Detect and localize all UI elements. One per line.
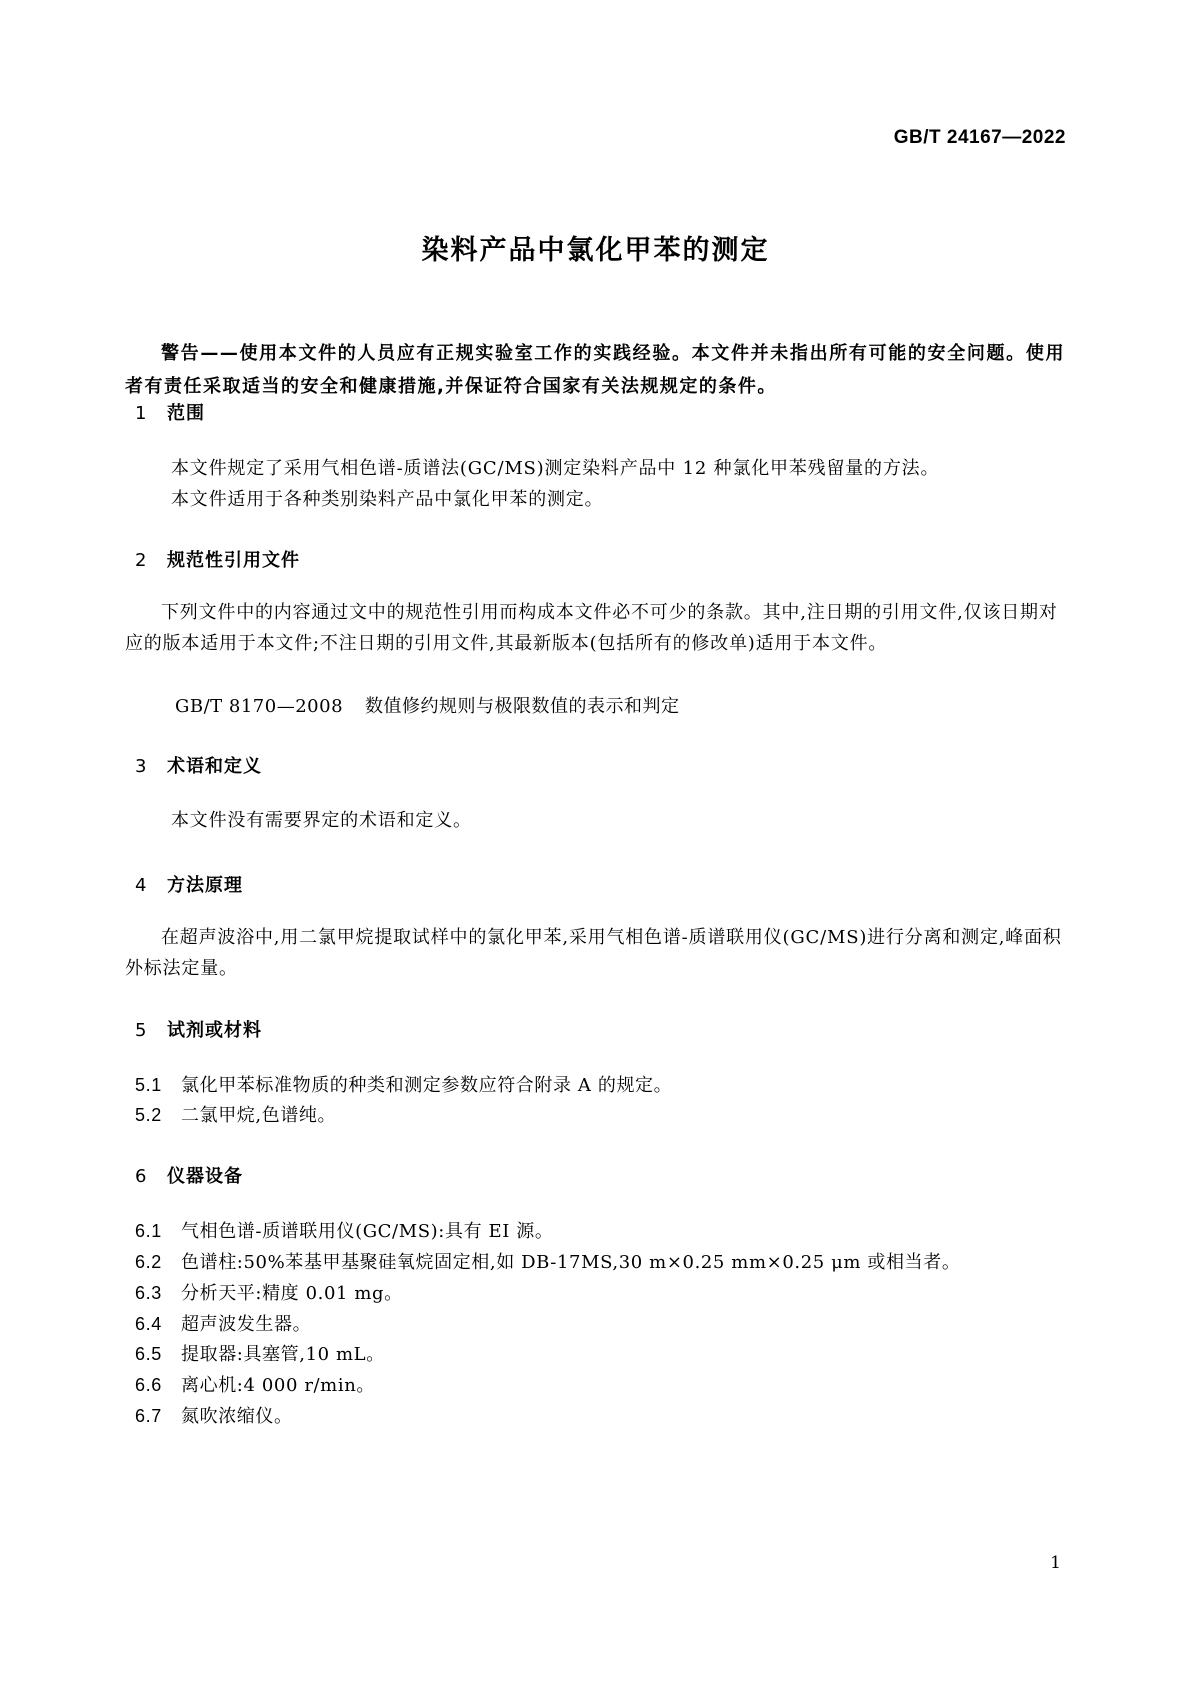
document-title: 染料产品中氯化甲苯的测定: [421, 235, 770, 266]
normative-reference: [175, 692, 680, 718]
section-number: 6: [135, 1166, 148, 1187]
item-number: 6.2: [135, 1252, 162, 1272]
list-item: [135, 1371, 1065, 1397]
section-4-heading: [135, 871, 243, 897]
section-number: 5: [135, 1020, 148, 1041]
section-1-paragraph-2: 本文件适用于各种类别染料产品中氯化甲苯的测定。: [171, 489, 604, 510]
list-item: [135, 1279, 1065, 1305]
standard-code: GB/T 24167—2022: [893, 127, 1066, 148]
list-item: [135, 1071, 1065, 1097]
item-text: 氮吹浓缩仪。: [181, 1406, 293, 1427]
item-number: 6.6: [135, 1375, 162, 1395]
item-number: 6.4: [135, 1314, 162, 1334]
item-text: 色谱柱:50%苯基甲基聚硅氧烷固定相,如 DB-17MS,30 m×0.25 mm×0.25 μm 或相当者。: [181, 1252, 961, 1273]
item-number: 6.1: [135, 1221, 162, 1241]
item-number: 6.3: [135, 1283, 162, 1303]
item-text: 离心机:4 000 r/min。: [181, 1375, 376, 1396]
list-item: [135, 1340, 1065, 1366]
reference-title: 数值修约规则与极限数值的表示和判定: [365, 696, 680, 717]
section-title: 术语和定义: [167, 756, 262, 777]
section-6-heading: [135, 1162, 243, 1188]
item-number: 5.2: [135, 1105, 162, 1125]
section-3-heading: [135, 752, 262, 778]
item-text: 氯化甲苯标准物质的种类和测定参数应符合附录 A 的规定。: [181, 1075, 673, 1096]
section-2-heading: [135, 546, 300, 572]
section-5-heading: [135, 1016, 262, 1042]
section-title: 范围: [167, 403, 205, 424]
list-item: [135, 1217, 1065, 1243]
section-title: 方法原理: [167, 875, 243, 896]
section-1-heading: [135, 399, 205, 425]
item-text: 二氯甲烷,色谱纯。: [181, 1105, 337, 1126]
item-number: 6.5: [135, 1344, 162, 1364]
item-text: 超声波发生器。: [181, 1314, 312, 1335]
section-number: 2: [135, 550, 148, 571]
list-item: [135, 1310, 1065, 1336]
page-number: 1: [1050, 1553, 1061, 1573]
section-number: 3: [135, 756, 148, 777]
warning-paragraph: 警告——使用本文件的人员应有正规实验室工作的实践经验。本文件并未指出所有可能的安全问题。使用者有责任采取适当的安全和健康措施,并保证符合国家有关法规规定的条件。: [125, 343, 1065, 397]
item-text: 分析天平:精度 0.01 mg。: [181, 1283, 403, 1304]
section-1-paragraph-1: 本文件规定了采用气相色谱-质谱法(GC/MS)测定染料产品中 12 种氯化甲苯残留量的方法。: [171, 458, 940, 479]
section-3-paragraph-1: 本文件没有需要界定的术语和定义。: [171, 810, 472, 831]
reference-code: GB/T 8170—2008: [175, 696, 344, 717]
list-item: [135, 1248, 1065, 1274]
list-item: [135, 1402, 1065, 1428]
list-item: [135, 1101, 1065, 1127]
item-text: 提取器:具塞管,10 mL。: [181, 1344, 385, 1365]
section-2-paragraph-1: 下列文件中的内容通过文中的规范性引用而构成本文件必不可少的条款。其中,注日期的引用文件,仅该日期对应的版本适用于本文件;不注日期的引用文件,其最新版本(包括所有的修改单)适用于本文件。: [125, 602, 1058, 654]
section-title: 规范性引用文件: [167, 550, 300, 571]
item-text: 气相色谱-质谱联用仪(GC/MS):具有 EI 源。: [181, 1221, 554, 1242]
section-number: 1: [135, 403, 148, 424]
item-number: 5.1: [135, 1075, 162, 1095]
item-number: 6.7: [135, 1406, 162, 1426]
section-4-paragraph-1: 在超声波浴中,用二氯甲烷提取试样中的氯化甲苯,采用气相色谱-质谱联用仪(GC/MS)进行分离和测定,峰面积外标法定量。: [125, 927, 1062, 979]
section-number: 4: [135, 875, 148, 896]
section-title: 试剂或材料: [167, 1020, 262, 1041]
section-title: 仪器设备: [167, 1166, 243, 1187]
